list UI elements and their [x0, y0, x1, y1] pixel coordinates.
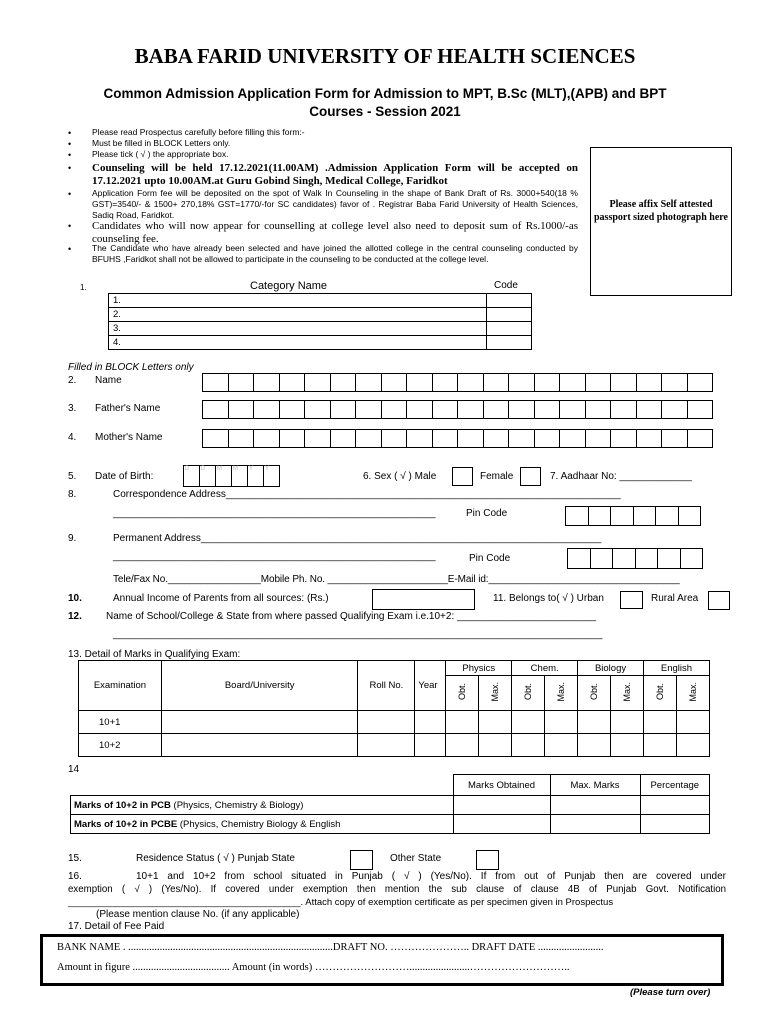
marks-cell[interactable] — [611, 734, 644, 757]
pcbe-label: Marks of 10+2 in PCBE (Physics, Chemistry Biology & English — [71, 815, 454, 834]
letter-box[interactable] — [661, 429, 688, 448]
turn-over-note: (Please turn over) — [630, 987, 711, 998]
subject-chem: Chem. — [512, 661, 578, 676]
field-number: 16. — [68, 871, 82, 882]
bullet-icon: • — [68, 189, 72, 199]
letter-box[interactable] — [508, 373, 535, 392]
marks-cell[interactable] — [611, 711, 644, 734]
letter-box[interactable] — [432, 429, 459, 448]
col-max-marks: Max. Marks — [550, 775, 640, 796]
category-name-header: Category Name — [250, 280, 328, 292]
letter-box[interactable] — [202, 400, 229, 419]
letter-box[interactable] — [588, 506, 612, 526]
school-field-line2[interactable]: ________________________________________________________________________________________ — [113, 629, 603, 640]
letter-box[interactable] — [228, 400, 255, 419]
letter-box[interactable] — [253, 429, 280, 448]
category-row[interactable] — [109, 322, 532, 336]
marks-cell[interactable] — [643, 734, 676, 757]
field-number: 12. — [68, 611, 82, 622]
obt-label: Obt. — [523, 682, 534, 700]
exemption-clause-field[interactable]: ____________________________________________. Attach copy of exemption certificate as per specimen given in Prospectus — [68, 897, 614, 908]
q16-text: exemption ( √ ) (Yes/No). If covered under exemption then mention the sub clause of clause 4B of Punjab Govt. Notification — [68, 884, 726, 895]
letter-box[interactable] — [661, 373, 688, 392]
marks-cell[interactable] — [676, 711, 709, 734]
letter-box[interactable] — [432, 400, 459, 419]
subject-biology: Biology — [578, 661, 644, 676]
male-checkbox[interactable] — [452, 467, 473, 486]
marks-cell[interactable] — [479, 734, 512, 757]
q16-text: 10+1 and 10+2 from school situated in Punjab ( √ ) (Yes/No). If from out of Punjab then are covered under — [136, 871, 726, 882]
letter-box[interactable] — [406, 373, 433, 392]
marks-title: 13. Detail of Marks in Qualifying Exam: — [68, 649, 241, 660]
other-state-label: Other State — [390, 853, 442, 864]
university-title: BABA FARID UNIVERSITY OF HEALTH SCIENCES — [134, 44, 636, 68]
name-boxes[interactable] — [203, 373, 713, 392]
instruction-item: Must be filled in BLOCK Letters only. — [92, 138, 231, 148]
dob-digit-box[interactable]: M — [231, 465, 248, 487]
letter-box[interactable] — [635, 548, 659, 569]
letter-box[interactable] — [661, 400, 688, 419]
obt-header — [446, 676, 479, 711]
aadhaar-field[interactable]: 7. Aadhaar No: _____________ — [550, 471, 692, 482]
bullet-icon: • — [68, 139, 72, 149]
letter-box[interactable] — [406, 400, 433, 419]
letter-box[interactable] — [610, 506, 634, 526]
letter-box[interactable] — [279, 400, 306, 419]
obt-label: Obt. — [589, 682, 600, 700]
letter-box[interactable] — [678, 506, 702, 526]
category-number: 1. — [80, 283, 87, 292]
dob-digit-box[interactable]: D — [199, 465, 216, 487]
max-label: Max. — [687, 681, 698, 702]
field-number: 14 — [68, 764, 80, 775]
letter-box[interactable] — [612, 548, 636, 569]
field-number: 4. — [68, 432, 77, 443]
category-row[interactable] — [109, 308, 532, 322]
fee-details-box — [40, 934, 724, 986]
contact-fields[interactable]: Tele/Fax No._________________Mobile Ph. No. ______________________E-Mail id:___________________________________ — [113, 574, 680, 585]
marks-cell[interactable] — [415, 711, 446, 734]
instruction-item: Candidates who will now appear for counselling at college level also need to deposit sum of Rs.1000/-as counseling fee. — [92, 220, 578, 245]
letter-box[interactable] — [610, 373, 637, 392]
letter-box[interactable] — [559, 373, 586, 392]
col-board: Board/University — [161, 661, 358, 711]
pcbe-obtained[interactable] — [453, 815, 550, 834]
letter-box[interactable] — [687, 429, 714, 448]
letter-box[interactable] — [279, 429, 306, 448]
letter-box[interactable] — [432, 373, 459, 392]
letter-box[interactable] — [559, 400, 586, 419]
letter-box[interactable] — [330, 400, 357, 419]
letter-box[interactable] — [483, 429, 510, 448]
category-name-cell[interactable]: 3. — [109, 322, 487, 336]
dob-digit-box[interactable]: M — [215, 465, 232, 487]
max-header — [676, 676, 709, 711]
letter-box[interactable] — [655, 506, 679, 526]
permanent-address-line2[interactable]: __________________________________________________________ — [113, 551, 436, 562]
letter-box[interactable] — [567, 548, 591, 569]
fee-title: 17. Detail of Fee Paid — [68, 921, 165, 932]
pcbe-max[interactable] — [550, 815, 640, 834]
bullet-icon: • — [68, 244, 72, 254]
totals-table — [70, 774, 710, 834]
letter-box[interactable] — [381, 400, 408, 419]
letter-box[interactable] — [355, 429, 382, 448]
instruction-item: The Candidate who have already been selected and have joined the allotted college in the central counseling conducted by BFUHS ,Faridkot shall not be allowed to participate in the counseling to be conducted at the college level. — [92, 243, 578, 264]
letter-box[interactable] — [457, 373, 484, 392]
marks-cell[interactable] — [512, 734, 545, 757]
letter-box[interactable] — [610, 400, 637, 419]
letter-box[interactable] — [304, 429, 331, 448]
bullet-icon: • — [68, 128, 72, 138]
correspondence-pin-boxes[interactable] — [566, 506, 701, 526]
letter-box[interactable] — [636, 400, 663, 419]
father-name-boxes[interactable] — [203, 400, 713, 419]
marks-cell[interactable] — [358, 711, 415, 734]
marks-cell[interactable] — [446, 711, 479, 734]
marks-cell[interactable] — [161, 711, 358, 734]
category-code-cell[interactable] — [487, 294, 532, 308]
instruction-item: Please read Prospectus carefully before filling this form:- — [92, 127, 305, 137]
field-number: 10. — [68, 593, 82, 604]
permanent-address-field[interactable]: Permanent Address________________________________________________________________________ — [113, 533, 602, 544]
correspondence-address-line2[interactable]: __________________________________________________________ — [113, 508, 436, 519]
category-row[interactable] — [109, 336, 532, 350]
dob-digit-box[interactable]: D — [183, 465, 200, 487]
pin-code-label: Pin Code — [469, 553, 511, 564]
letter-box[interactable] — [585, 373, 612, 392]
form-subtitle-session: Courses - Session 2021 — [309, 104, 461, 119]
marks-cell[interactable] — [415, 734, 446, 757]
letter-box[interactable] — [508, 429, 535, 448]
income-box[interactable] — [372, 589, 475, 610]
income-label: Annual Income of Parents from all sources: (Rs.) — [113, 593, 329, 604]
letter-box[interactable] — [228, 429, 255, 448]
letter-box[interactable] — [636, 429, 663, 448]
letter-box[interactable] — [253, 373, 280, 392]
school-field[interactable]: Name of School/College & State from where passed Qualifying Exam i.e.10+2: _________________________ — [106, 611, 597, 622]
letter-box[interactable] — [483, 373, 510, 392]
letter-box[interactable] — [534, 400, 561, 419]
letter-box[interactable] — [508, 400, 535, 419]
max-label: Max. — [622, 681, 633, 702]
max-header — [611, 676, 644, 711]
letter-box[interactable] — [590, 548, 614, 569]
obt-label: Obt. — [654, 682, 665, 700]
permanent-pin-boxes[interactable] — [568, 548, 703, 569]
letter-box[interactable] — [585, 400, 612, 419]
letter-box[interactable] — [406, 429, 433, 448]
female-label: Female — [480, 471, 514, 482]
letter-box[interactable] — [657, 548, 681, 569]
bullet-icon: • — [68, 163, 72, 173]
pcb-max[interactable] — [550, 796, 640, 815]
photo-box[interactable]: Please affix Self attested passport sized photograph here — [590, 147, 732, 296]
sex-label: 6. Sex ( √ ) Male — [363, 471, 437, 482]
field-number: 9. — [68, 533, 77, 544]
marks-cell[interactable] — [479, 711, 512, 734]
letter-box[interactable] — [565, 506, 589, 526]
letter-box[interactable] — [279, 373, 306, 392]
marks-cell[interactable] — [358, 734, 415, 757]
rural-checkbox[interactable] — [708, 591, 730, 610]
q16-note: (Please mention clause No. (if any applicable) — [96, 909, 300, 920]
subject-physics: Physics — [446, 661, 512, 676]
letter-box[interactable] — [381, 429, 408, 448]
urban-checkbox[interactable] — [620, 591, 643, 609]
instruction-item: Please tick ( √ ) the appropriate box. — [92, 149, 229, 159]
amount-fields[interactable]: Amount in figure ..................................... Amount (in words) ……………………….......................……………………….. — [57, 962, 570, 973]
bullet-icon: • — [68, 150, 72, 160]
marks-cell[interactable] — [545, 711, 578, 734]
obt-header — [578, 676, 611, 711]
letter-box[interactable] — [457, 400, 484, 419]
col-percentage: Percentage — [640, 775, 710, 796]
dob-digit-box[interactable]: Y — [263, 465, 280, 487]
dob-label: Date of Birth: — [95, 471, 154, 482]
letter-box[interactable] — [633, 506, 657, 526]
exam-label: 10+2 — [79, 734, 162, 757]
max-label: Max. — [490, 681, 501, 702]
letter-box[interactable] — [304, 400, 331, 419]
belongs-label: 11. Belongs to( √ ) Urban — [493, 593, 604, 604]
residence-label: Residence Status ( √ ) Punjab State — [136, 853, 295, 864]
pcb-obtained[interactable] — [453, 796, 550, 815]
max-header — [545, 676, 578, 711]
letter-box[interactable] — [355, 373, 382, 392]
letter-box[interactable] — [483, 400, 510, 419]
letter-box[interactable] — [680, 548, 704, 569]
rural-label: Rural Area — [651, 593, 699, 604]
category-name-cell[interactable]: 1. — [109, 294, 487, 308]
letter-box[interactable] — [534, 429, 561, 448]
marks-cell[interactable] — [578, 711, 611, 734]
mother-name-boxes[interactable] — [203, 429, 713, 448]
letter-box[interactable] — [687, 400, 714, 419]
col-roll: Roll No. — [358, 661, 415, 711]
col-year: Year — [415, 661, 446, 711]
col-examination: Examination — [79, 661, 162, 711]
father-name-label: Father's Name — [95, 403, 161, 414]
marks-cell[interactable] — [161, 734, 358, 757]
category-row[interactable] — [109, 294, 532, 308]
category-code-cell[interactable] — [487, 336, 532, 350]
pcb-percentage[interactable] — [640, 796, 710, 815]
bullet-icon: • — [68, 221, 72, 231]
field-number: 5. — [68, 471, 77, 482]
marks-cell[interactable] — [512, 711, 545, 734]
category-code-cell[interactable] — [487, 308, 532, 322]
letter-box[interactable] — [330, 429, 357, 448]
form-subtitle: Common Admission Application Form for Admission to MPT, B.Sc (MLT),(APB) and BPT — [103, 86, 667, 101]
instruction-item: Counseling will be held 17.12.2021(11.00AM) .Admission Application Form will be accepted on 17.12.2021 upto 10.00AM.at Guru Gobind Singh, Medical College, Faridkot — [92, 162, 578, 187]
category-name-cell[interactable]: 2. — [109, 308, 487, 322]
obt-header — [643, 676, 676, 711]
exam-label: 10+1 — [79, 711, 162, 734]
dob-digit-box[interactable]: Y — [247, 465, 264, 487]
obt-header — [512, 676, 545, 711]
marks-row — [79, 711, 710, 734]
letter-box[interactable] — [610, 429, 637, 448]
marks-cell[interactable] — [676, 734, 709, 757]
letter-box[interactable] — [559, 429, 586, 448]
other-state-checkbox[interactable] — [476, 850, 499, 870]
letter-box[interactable] — [228, 373, 255, 392]
marks-cell[interactable] — [643, 711, 676, 734]
category-table — [108, 293, 532, 350]
field-number: 3. — [68, 403, 77, 414]
letter-box[interactable] — [457, 429, 484, 448]
max-label: Max. — [556, 681, 567, 702]
correspondence-address-field[interactable]: Correspondence Address_______________________________________________________________________ — [113, 489, 621, 500]
max-header — [479, 676, 512, 711]
field-number: 15. — [68, 853, 82, 864]
marks-table — [78, 660, 710, 757]
letter-box[interactable] — [253, 400, 280, 419]
mother-name-label: Mother's Name — [95, 432, 163, 443]
punjab-state-checkbox[interactable] — [350, 850, 373, 870]
letter-box[interactable] — [636, 373, 663, 392]
letter-box[interactable] — [304, 373, 331, 392]
letter-box[interactable] — [585, 429, 612, 448]
field-number: 8. — [68, 489, 77, 500]
col-marks-obtained: Marks Obtained — [453, 775, 550, 796]
bank-draft-fields[interactable]: BANK NAME . ..............................................................................DRAFT NO. ………………….. DRAFT DATE ......................... — [57, 942, 604, 953]
obt-label: Obt. — [457, 682, 468, 700]
dob-boxes[interactable] — [184, 465, 280, 487]
pcb-label: Marks of 10+2 in PCB (Physics, Chemistry & Biology) — [71, 796, 454, 815]
letter-box[interactable] — [355, 400, 382, 419]
letter-box[interactable] — [687, 373, 714, 392]
letter-box[interactable] — [534, 373, 561, 392]
category-code-cell[interactable] — [487, 322, 532, 336]
marks-cell[interactable] — [446, 734, 479, 757]
field-number: 2. — [68, 375, 77, 386]
name-label: Name — [95, 375, 122, 386]
subject-english: English — [643, 661, 709, 676]
female-checkbox[interactable] — [520, 467, 541, 486]
marks-row — [79, 734, 710, 757]
instruction-item: Application Form fee will be deposited on the spot of Walk In Counseling in the shape of Bank Draft of Rs. 3000+540(18 % GST)=3540/- & 1500+ 270,18% GST=1770/-for SC candidates) favor of . Registrar Baba Farid University of Health Sciences, Sadiq Road, Faridkot. — [92, 188, 578, 220]
marks-cell[interactable] — [545, 734, 578, 757]
category-code-header: Code — [494, 280, 518, 291]
letter-box[interactable] — [330, 373, 357, 392]
letter-box[interactable] — [202, 429, 229, 448]
block-letters-note: Filled in BLOCK Letters only — [68, 362, 194, 373]
pcbe-percentage[interactable] — [640, 815, 710, 834]
letter-box[interactable] — [381, 373, 408, 392]
pin-code-label: Pin Code — [466, 508, 508, 519]
category-name-cell[interactable]: 4. — [109, 336, 487, 350]
marks-cell[interactable] — [578, 734, 611, 757]
letter-box[interactable] — [202, 373, 229, 392]
